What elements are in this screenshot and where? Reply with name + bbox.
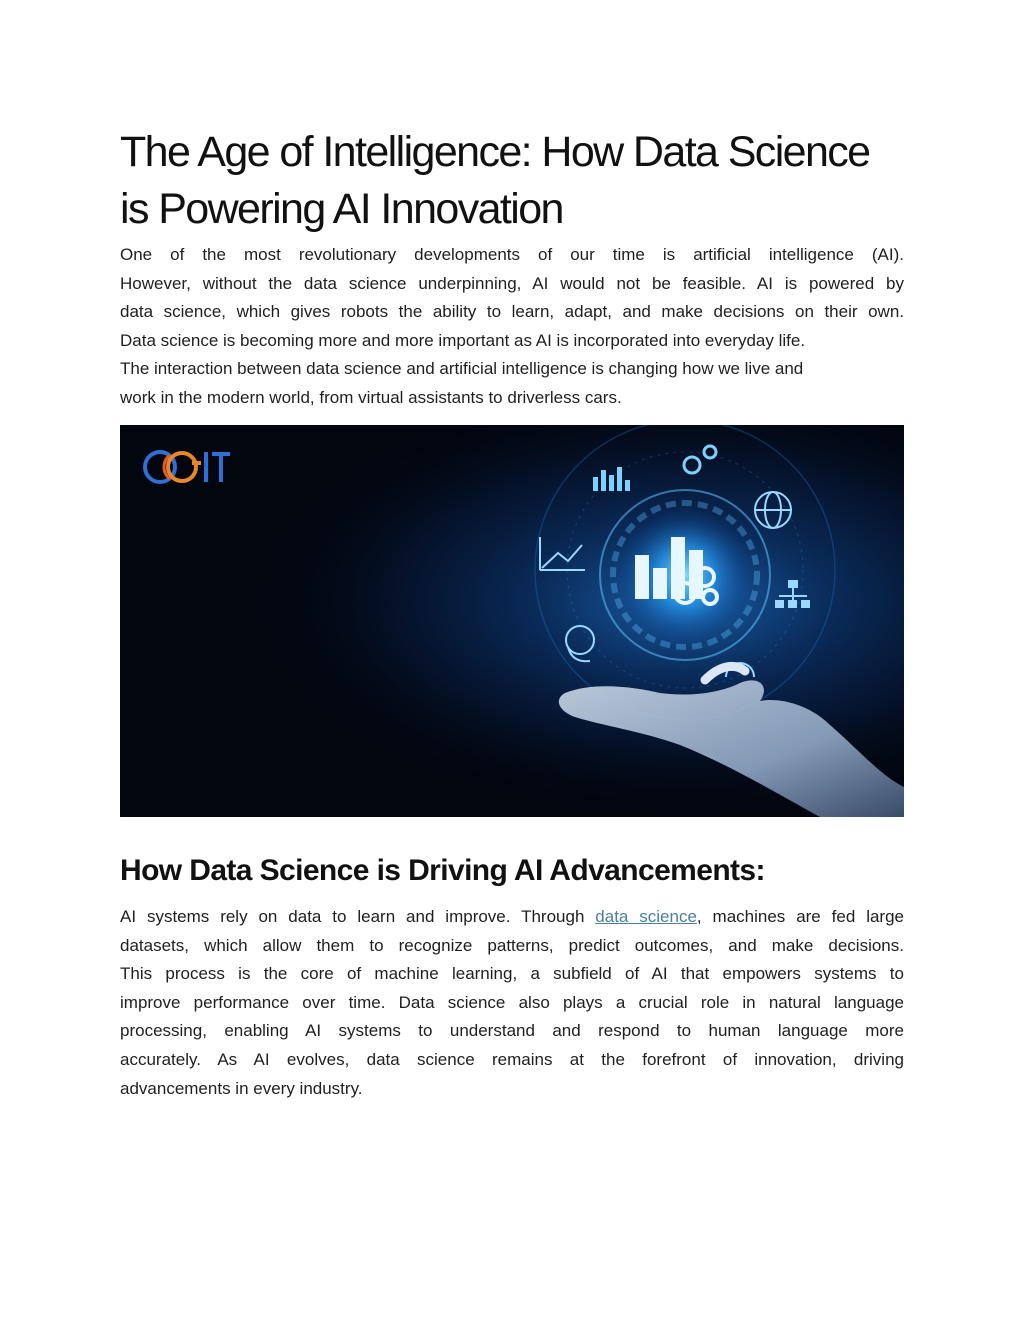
intro-line: data science, which gives robots the ability to learn, adapt, and make decisions on their own. [120,302,904,322]
intro-line: Data science is becoming more and more important as AI is incorporated into everyday life. [120,330,806,350]
hero-image [120,425,904,817]
intro-line: work in the modern world, from virtual assistants to driverless cars. [120,387,622,407]
section-line: advancements in every industry. [120,1078,363,1098]
intro-line: The interaction between data science and artificial intelligence is changing how we live and [120,359,804,379]
data-science-link[interactable]: data science [595,907,697,926]
section-line: processing, enabling AI systems to understand and respond to human language more [120,1021,904,1041]
section-line: improve performance over time. Data science also plays a crucial role in natural language [120,992,904,1012]
section-text: AI systems rely on data to learn and improve. Through [120,907,596,926]
article-title [120,124,904,238]
section-line: accurately. As AI evolves, data science remains at the forefront of innovation, driving [120,1049,904,1069]
section-line [120,903,904,932]
section-line: datasets, which allow them to recognize patterns, predict outcomes, and make decisions. [120,935,904,955]
intro-line: One of the most revolutionary developments of our time is artificial intelligence (AI). [120,245,904,264]
section-paragraph [120,903,904,1103]
ai-hand-illustration [120,425,904,817]
section-text: , machines are fed large [696,907,904,926]
title-line-2: is Powering AI Innovation [120,185,563,233]
title-line-1: The Age of Intelligence: How Data Science [120,128,870,176]
intro-paragraph [120,241,904,413]
section-heading: How Data Science is Driving AI Advancements: [120,854,765,887]
intro-line: However, without the data science underpinning, AI would not be feasible. AI is powered by [120,273,904,293]
section-line: This process is the core of machine learning, a subfield of AI that empowers systems to [120,964,904,984]
